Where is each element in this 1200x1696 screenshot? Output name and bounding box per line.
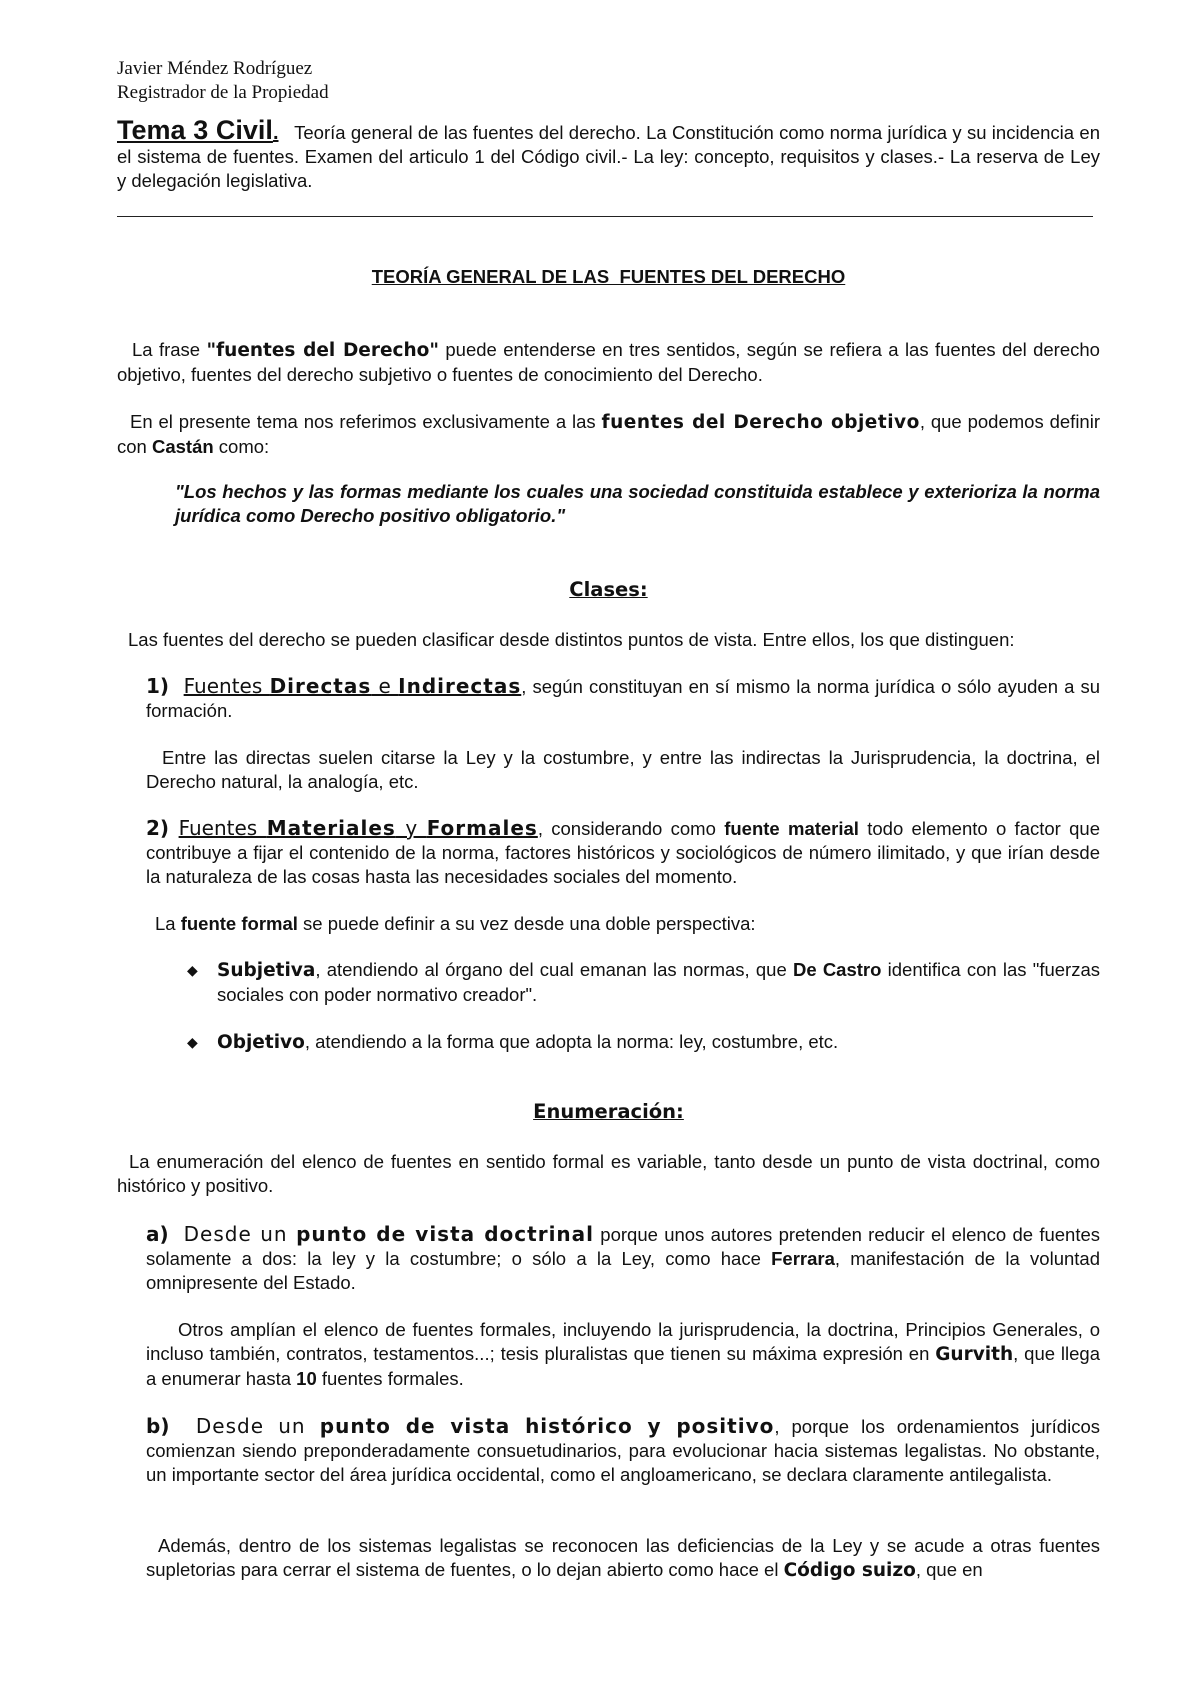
enum-item-b — [146, 1414, 1100, 1487]
p2-text-e: como: — [213, 436, 270, 457]
fuente-material-term: fuente material — [724, 818, 859, 839]
item1-number: 1) — [146, 674, 170, 698]
fuentes-count: 10 — [296, 1368, 317, 1389]
p2-text-a: En el presente tema nos referimos exclusivamente a las — [130, 411, 602, 432]
clases-item-2 — [146, 816, 1100, 889]
paragraph-derecho-objetivo — [117, 410, 1100, 459]
enum-a-sub-c: , que llega a enumerar hasta — [146, 1343, 1100, 1389]
item1-lead-c: e — [371, 674, 399, 698]
author-position: Registrador de la Propiedad — [117, 82, 329, 103]
subjetiva-term: Subjetiva — [217, 960, 316, 981]
enum-a-lead-b: punto de vista doctrinal — [296, 1222, 595, 1246]
header-divider — [117, 216, 1093, 217]
item1-text: , según constituyan en sí mismo la norma jurídica o sólo ayuden a su formación. — [146, 676, 1100, 721]
formal-text-a: La — [155, 913, 181, 934]
page-header — [117, 57, 329, 105]
enum-item-a — [146, 1222, 1100, 1295]
paragraph-fuentes-frase — [117, 338, 1100, 387]
ferrara-name: Ferrara — [771, 1248, 835, 1269]
subjetiva-text-a: , atendiendo al órgano del cual emanan las normas, que — [315, 959, 793, 980]
enum-b-sub-c: , que en — [915, 1559, 983, 1580]
enum-b-sub-a: Además, dentro de los sistemas legalistas se reconocen las deficiencias de la Ley y se acude a otras fuentes supletorias para cerrar el sistema de fuentes, o lo dejan abierto como hace el — [146, 1535, 1100, 1580]
formal-text-c: se puede definir a su vez desde una doble perspectiva: — [297, 913, 756, 934]
enum-a-lead — [146, 1222, 594, 1246]
bullet-text-objetivo — [217, 1030, 1100, 1055]
objetivo-text-a: , atendiendo a la forma que adopta la norma: ley, costumbre, etc. — [304, 1031, 839, 1052]
clases-item-1 — [146, 674, 1100, 723]
p2-bold: fuentes del Derecho objetivo — [601, 412, 920, 433]
p1-bold: "fuentes del Derecho" — [206, 340, 439, 361]
de-castro-name: De Castro — [792, 959, 882, 980]
enum-a-sub-a: Otros amplían el elenco de fuentes formales, incluyendo la jurisprudencia, la doctrina, Principios Generales, o incluso también, contratos, testamentos...; tesis pluralistas que tienen su máxima expresión en — [146, 1319, 1100, 1364]
definition-quote: "Los hechos y las formas mediante los cuales una sociedad constituida establece y exterioriza la norma jurídica como Derecho positivo obligatorio." — [175, 481, 1100, 526]
item2-lead — [146, 816, 538, 840]
p1-text-c: puede entenderse en tres sentidos, según se refiera a las fuentes del derecho objetivo, fuentes del derecho subjetivo o fuentes de conocimiento del Derecho. — [117, 339, 1100, 385]
item2-text-a: , considerando como — [537, 818, 725, 839]
item1-lead-d: Indirectas — [398, 674, 522, 698]
section-heading-clases: Clases: — [569, 578, 648, 601]
author-name: Javier Méndez Rodríguez — [117, 58, 313, 79]
item2-lead-c: y — [395, 816, 427, 840]
item1-lead-a: Fuentes — [183, 674, 270, 698]
topic-title-period: . — [272, 122, 279, 144]
codigo-suizo-term: Código suizo — [783, 1560, 916, 1581]
topic-block — [117, 115, 1100, 193]
item1-lead — [146, 674, 521, 698]
enum-a-lead-a: Desde un — [183, 1222, 297, 1246]
gurvith-name: Gurvith — [935, 1344, 1014, 1365]
enum-a-text-a: porque unos autores pretenden reducir el elenco de fuentes solamente a dos: la ley y la costumbre; o sólo a la Ley, como hace — [146, 1224, 1101, 1269]
enumeracion-intro: La enumeración del elenco de fuentes en sentido formal es variable, tanto desde un punto de vista doctrinal, como histórico y positivo. — [117, 1151, 1100, 1196]
item2-lead-b: Materiales — [266, 816, 396, 840]
enum-b-lead — [146, 1414, 774, 1438]
enum-item-a-sub — [146, 1318, 1100, 1391]
section-heading-enumeracion: Enumeración: — [533, 1100, 684, 1123]
subjetiva-text-b: identifica con las "fuerzas sociales con poder normativo creador". — [217, 959, 1100, 1005]
diamond-bullet-icon: ◆ — [187, 962, 198, 978]
enum-b-lead-a: Desde un — [195, 1414, 320, 1438]
bullet-text-subjetiva — [217, 958, 1100, 1007]
topic-title: Tema 3 Civil — [117, 115, 273, 145]
enum-b-label: b) — [146, 1414, 170, 1438]
objetivo-term: Objetivo — [217, 1032, 305, 1053]
item2-text-c: todo elemento o factor que contribuye a fijar el contenido de la norma, factores históricos y sociológicos de número ilimitado, y que irían desde la naturaleza de las cosas hasta las necesidades sociales del momento. — [146, 818, 1100, 887]
fuente-formal-paragraph — [155, 912, 1100, 936]
fuente-formal-term: fuente formal — [180, 913, 298, 934]
enum-a-text-b: , manifestación de la voluntad omnipresente del Estado. — [146, 1248, 1100, 1293]
item2-number: 2) — [146, 816, 170, 840]
enum-b-lead-b: punto de vista histórico y positivo — [319, 1414, 775, 1438]
section-heading-main: TEORÍA GENERAL DE LAS FUENTES DEL DERECHO — [371, 266, 846, 287]
item1-lead-b: Directas — [269, 674, 372, 698]
enum-a-label: a) — [146, 1222, 169, 1246]
item2-lead-a: Fuentes — [178, 816, 267, 840]
p1-text-a: La frase — [132, 339, 207, 360]
topic-description: Teoría general de las fuentes del derecho. La Constitución como norma jurídica y su incidencia en el sistema de fuentes. Examen del articulo 1 del Código civil.- La ley: concepto, requisitos y clases.- La reserva de Ley y delegación legislativa. — [117, 122, 1100, 191]
enum-a-sub-e: fuentes formales. — [316, 1368, 464, 1389]
item2-lead-d: Formales — [426, 816, 538, 840]
p2-text-c: , que podemos definir con — [117, 411, 1100, 457]
diamond-bullet-icon: ◆ — [187, 1034, 198, 1050]
clases-item-1-sub: Entre las directas suelen citarse la Ley y la costumbre, y entre las indirectas la Jurisprudencia, la doctrina, el Derecho natural, la analogía, etc. — [146, 747, 1100, 792]
enum-item-b-sub — [146, 1534, 1100, 1583]
clases-intro: Las fuentes del derecho se pueden clasificar desde distintos puntos de vista. Entre ellos, los que distinguen: — [128, 629, 1015, 650]
castan-name: Castán — [151, 436, 214, 457]
enum-b-text: , porque los ordenamientos jurídicos comienzan siendo preponderadamente consuetudinarios, para evolucionar hacia sistemas legalistas. No obstante, un importante sector del área jurídica occidental, como el angloamericano, se declara claramente antilegalista. — [146, 1416, 1100, 1485]
